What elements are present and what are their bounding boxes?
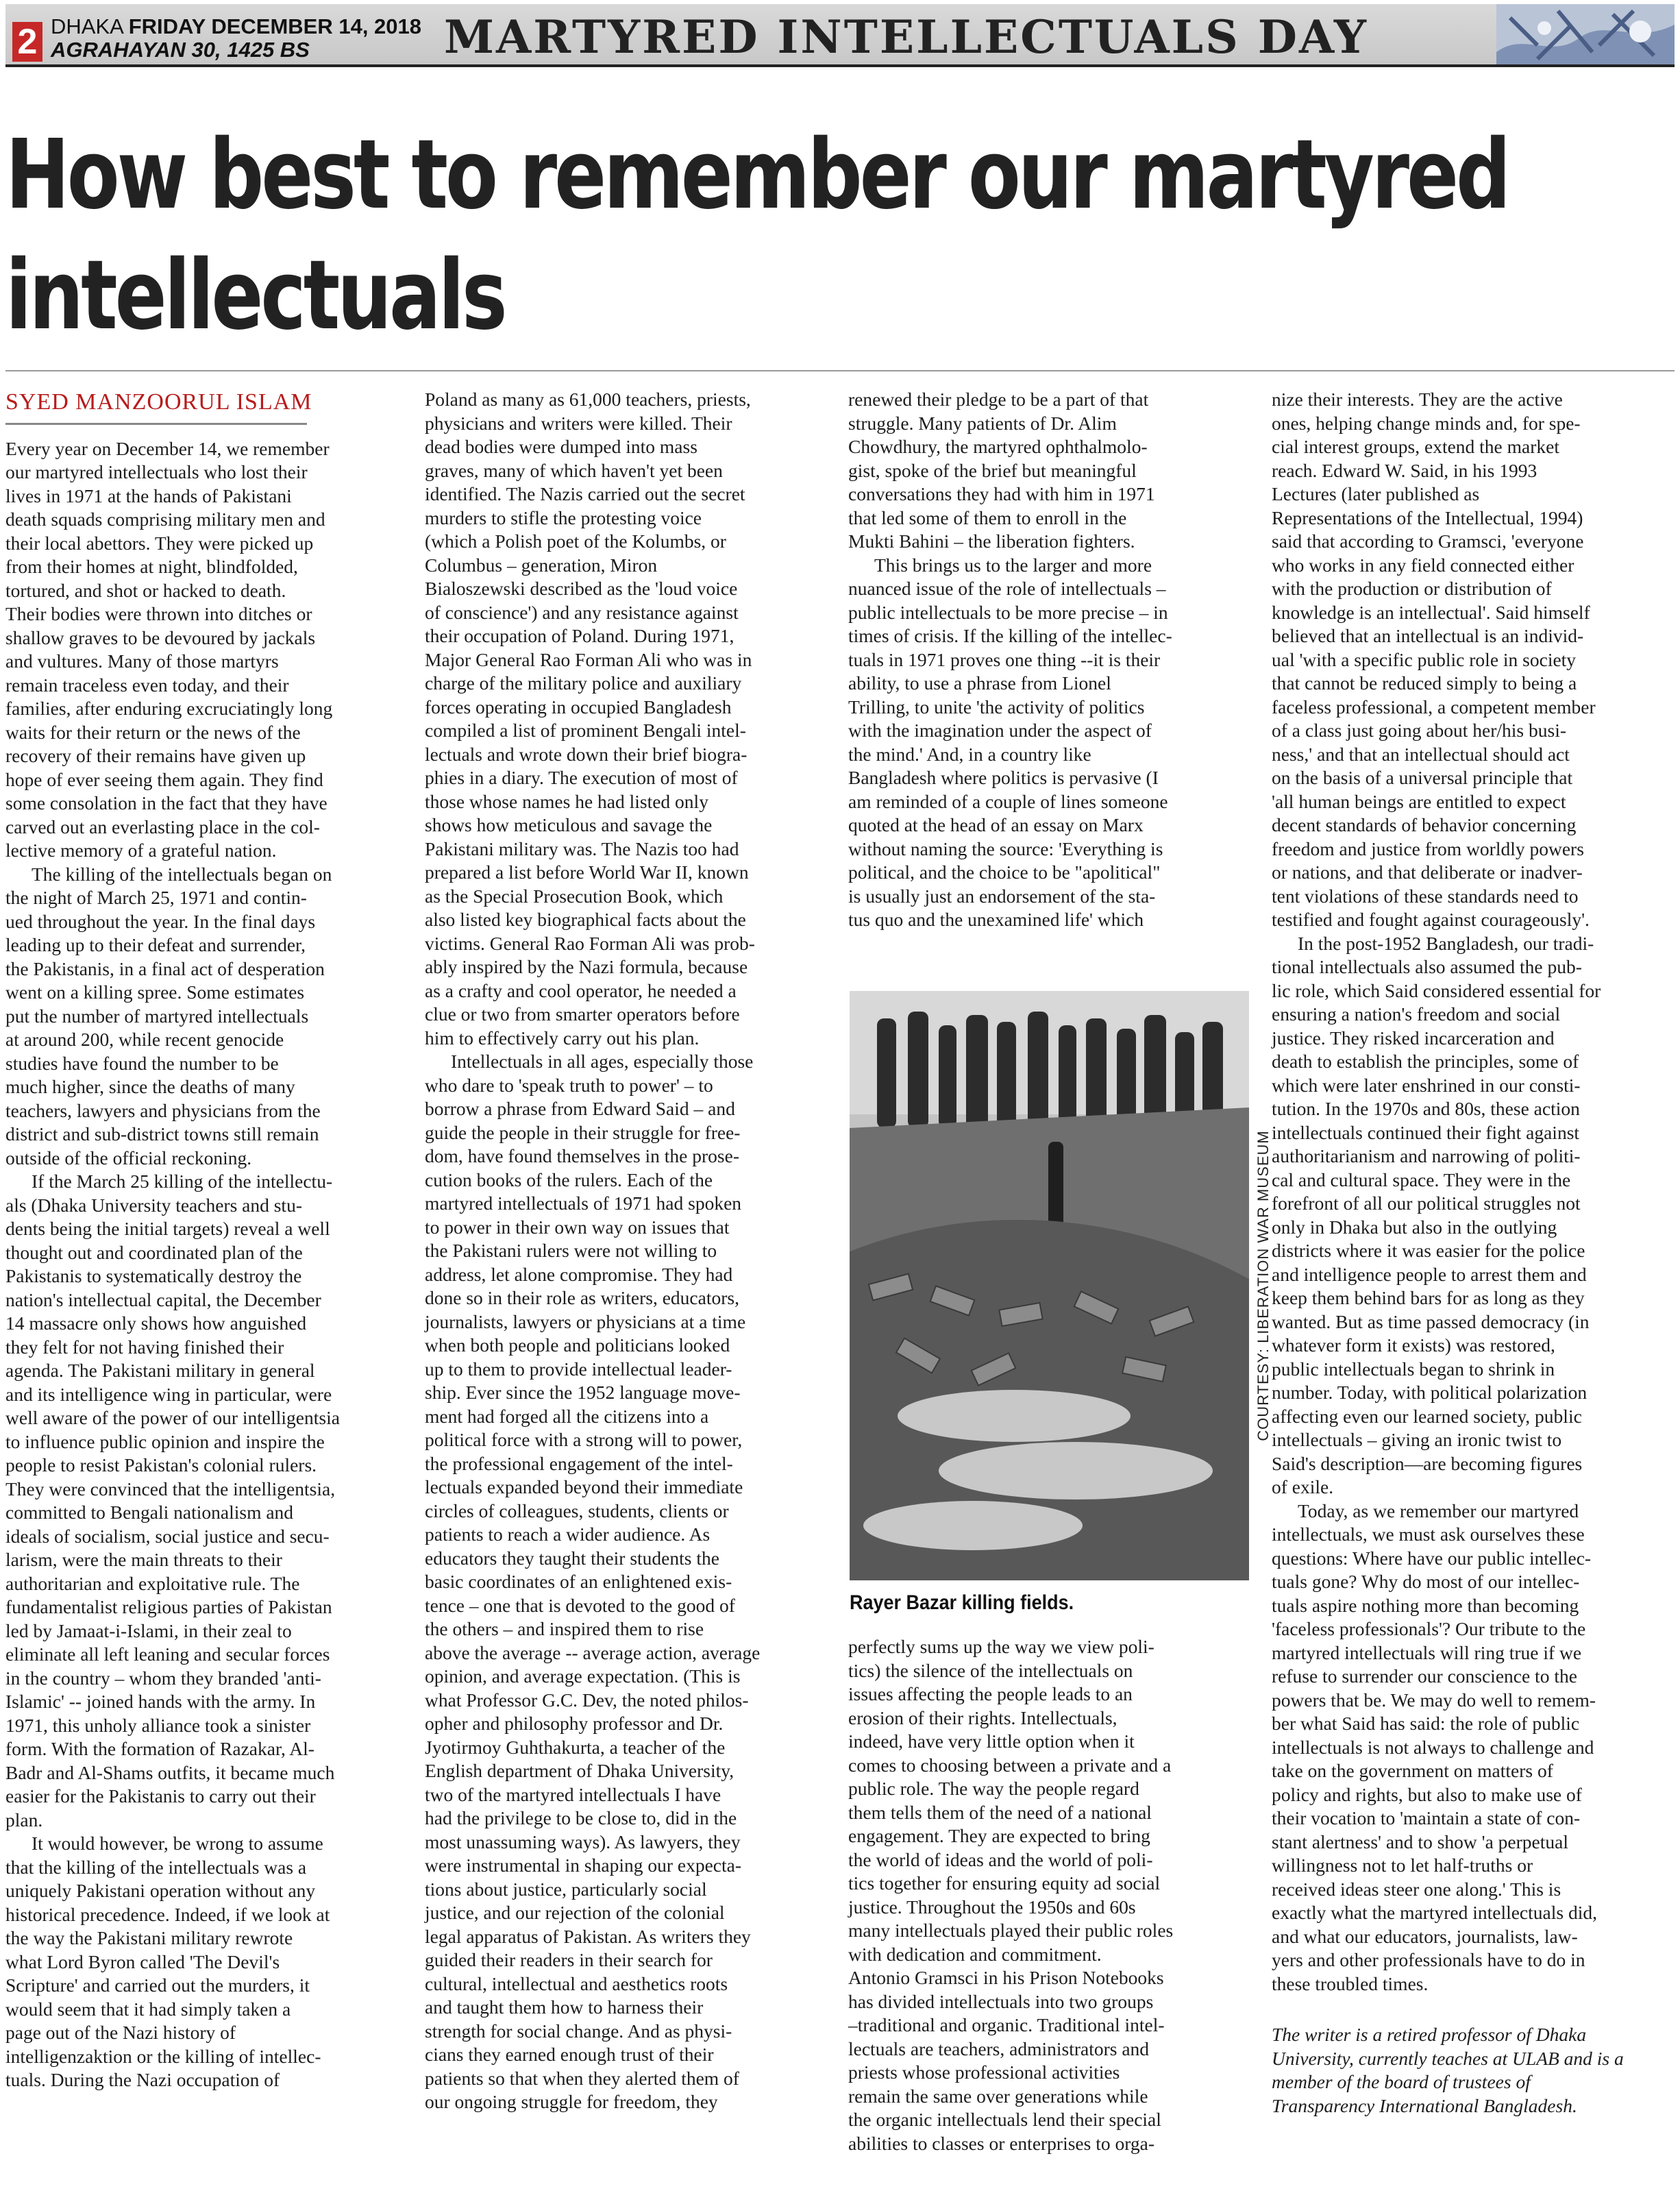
text-line: agenda. The Pakistani military in general bbox=[5, 1360, 315, 1381]
text-line: Their bodies were thrown into ditches or bbox=[5, 603, 312, 624]
article-column-1 bbox=[5, 391, 396, 2092]
text-line: remain traceless even today, and their bbox=[5, 674, 289, 696]
text-line: the world of ideas and the world of poli- bbox=[848, 1848, 1153, 1870]
column-body bbox=[1272, 388, 1676, 1996]
text-line: forces operating in occupied Bangladesh bbox=[425, 696, 732, 718]
text-line: plan. bbox=[5, 1809, 43, 1831]
text-line: at around 200, while recent genocide bbox=[5, 1029, 284, 1050]
bengali-date: AGRAHAYAN 30, 1425 BS bbox=[51, 38, 310, 62]
text-line: lectuals and wrote down their brief biogra- bbox=[425, 743, 748, 765]
paragraph bbox=[425, 1050, 822, 2114]
text-line: murders to stifle the protesting voice bbox=[425, 506, 702, 528]
text-line: It would however, be wrong to assume bbox=[32, 1833, 323, 1854]
text-line: above the average -- average action, average bbox=[425, 1641, 761, 1663]
text-line: that cannot be reduced simply to being a bbox=[1272, 672, 1577, 694]
text-line: legal apparatus of Pakistan. As writers they bbox=[425, 1925, 751, 1947]
text-line: from their homes at night, blindfolded, bbox=[5, 556, 298, 577]
paragraph bbox=[848, 388, 1249, 554]
text-line: gist, spoke of the brief but meaningful bbox=[848, 459, 1137, 481]
text-line: dents being the initial targets) reveal a well bbox=[5, 1218, 330, 1239]
text-line: cal and cultural space. They were in the bbox=[1272, 1168, 1571, 1190]
text-line: led by Jamaat-i-Islami, in their zeal to bbox=[5, 1619, 292, 1641]
text-line: tution. In the 1970s and 80s, these action bbox=[1272, 1098, 1580, 1119]
text-line: stant alertness' and to show 'a perpetual bbox=[1272, 1831, 1568, 1852]
text-line: many intellectuals played their public roles bbox=[848, 1920, 1174, 1941]
column-body bbox=[425, 388, 822, 2114]
text-line: Said's description—are becoming figures bbox=[1272, 1452, 1583, 1474]
text-line: victims. General Rao Forman Ali was prob- bbox=[425, 932, 755, 954]
text-line: reach. Edward W. Said, in his 1993 bbox=[1272, 459, 1537, 481]
paragraph bbox=[5, 437, 396, 863]
text-line: cians they earned enough trust of their bbox=[425, 2044, 714, 2065]
text-line: received ideas steer one along.' This is bbox=[1272, 1878, 1561, 1900]
text-line: intellectuals is not always to challenge and bbox=[1272, 1736, 1594, 1758]
text-line: and its intelligence wing in particular, were bbox=[5, 1383, 332, 1405]
text-line: If the March 25 killing of the intellectu- bbox=[32, 1171, 333, 1192]
text-line: –traditional and organic. Traditional intel- bbox=[848, 2014, 1165, 2035]
text-line: policy and rights, but also to make use of bbox=[1272, 1783, 1582, 1805]
text-line: engagement. They are expected to bring bbox=[848, 1825, 1150, 1846]
text-line: most unassuming ways). As lawyers, they bbox=[425, 1831, 741, 1852]
text-line: ship. Ever since the 1952 language move- bbox=[425, 1382, 741, 1403]
text-line: affecting even our learned society, public bbox=[1272, 1405, 1582, 1427]
text-line: easier for the Pakistanis to carry out their bbox=[5, 1785, 316, 1807]
text-line: yers and other professionals have to do in bbox=[1272, 1949, 1585, 1970]
text-line: tional intellectuals also assumed the pub- bbox=[1272, 956, 1582, 977]
text-line: justice. They risked incarceration and bbox=[1272, 1027, 1555, 1049]
text-line: lic role, which Said considered essential for bbox=[1272, 979, 1601, 1001]
dateline bbox=[51, 15, 421, 62]
text-line: Antonio Gramsci in his Prison Notebooks bbox=[848, 1967, 1164, 1988]
text-line: knowledge is an intellectual'. Said himself bbox=[1272, 601, 1590, 623]
text-line: intellectuals continued their fight against bbox=[1272, 1121, 1580, 1143]
text-line: of exile. bbox=[1272, 1476, 1334, 1497]
text-line: borrow a phrase from Edward Said – and bbox=[425, 1098, 735, 1119]
dateline-date: FRIDAY DECEMBER 14, 2018 bbox=[128, 14, 422, 38]
text-line: tus quo and the unexamined life' which bbox=[848, 909, 1144, 930]
text-line: committed to Bengali nationalism and bbox=[5, 1502, 294, 1523]
text-line: address, let alone compromise. They had bbox=[425, 1263, 733, 1285]
headline-line: intellectuals bbox=[5, 240, 505, 352]
text-line: thought out and coordinated plan of the bbox=[5, 1241, 303, 1263]
text-line: and what our educators, journalists, law- bbox=[1272, 1925, 1578, 1947]
text-line: some consolation in the fact that they have bbox=[5, 792, 328, 813]
text-line: with the production or distribution of bbox=[1272, 578, 1552, 599]
text-line: lective memory of a grateful nation. bbox=[5, 840, 277, 861]
text-line: als (Dhaka University teachers and stu- bbox=[5, 1194, 302, 1216]
text-line: struggle. Many patients of Dr. Alim bbox=[848, 412, 1117, 434]
text-line: ensuring a nation's freedom and social bbox=[1272, 1003, 1561, 1025]
text-line: to power in their own way on issues that bbox=[425, 1216, 730, 1238]
text-line: the professional engagement of the intel- bbox=[425, 1452, 733, 1474]
text-line: guide the people in their struggle for free- bbox=[425, 1121, 741, 1143]
text-line: Major General Rao Forman Ali who was in bbox=[425, 648, 752, 670]
text-line: martyred intellectuals of 1971 had spoken bbox=[425, 1192, 742, 1214]
text-line: went on a killing spree. Some estimates bbox=[5, 981, 305, 1003]
text-line: the others – and inspired them to rise bbox=[425, 1618, 704, 1639]
text-line: Islamic' -- joined hands with the army. In bbox=[5, 1691, 316, 1712]
text-line: number. Today, with political polarization bbox=[1272, 1382, 1588, 1403]
text-line: take on the government on matters of bbox=[1272, 1760, 1553, 1781]
text-line: indeed, have very little option when it bbox=[848, 1730, 1135, 1752]
text-line: shows how meticulous and savage the bbox=[425, 814, 713, 835]
text-line: recovery of their remains have given up bbox=[5, 745, 306, 766]
text-line: ued throughout the year. In the final days bbox=[5, 910, 316, 932]
text-line: their occupation of Poland. During 1971, bbox=[425, 625, 734, 646]
text-line: Columbus – generation, Miron bbox=[425, 554, 658, 576]
text-line: political force with a strong will to power, bbox=[425, 1429, 743, 1450]
text-line: dead bodies were dumped into mass bbox=[425, 436, 697, 457]
text-line: and intelligence people to arrest them and bbox=[1272, 1263, 1587, 1285]
text-line: studies have found the number to be bbox=[5, 1052, 279, 1074]
text-line: faceless professional, a competent member bbox=[1272, 696, 1596, 718]
paragraph bbox=[5, 1832, 396, 2092]
text-line: ones, helping change minds and, for spe- bbox=[1272, 412, 1581, 434]
text-line: In the post-1952 Bangladesh, our tradi- bbox=[1298, 932, 1594, 954]
section-title: MARTYRED INTELLECTUALS DAY bbox=[444, 10, 1368, 64]
text-line: these troubled times. bbox=[1272, 1972, 1429, 1994]
text-line: clue or two from smarter operators before bbox=[425, 1003, 740, 1025]
text-line: two of the martyred intellectuals I have bbox=[425, 1783, 721, 1805]
page-header bbox=[5, 4, 1675, 67]
text-line: up to them to provide intellectual leader- bbox=[425, 1358, 732, 1380]
text-line: exactly what the martyred intellectuals did, bbox=[1272, 1902, 1597, 1923]
text-line: district and sub-district towns still remain bbox=[5, 1123, 319, 1145]
text-line: Representations of the Intellectual, 1994) bbox=[1272, 506, 1583, 528]
text-line: only in Dhaka but also in the outlying bbox=[1272, 1216, 1557, 1238]
text-line: cultural, intellectual and aesthetics roots bbox=[425, 1972, 728, 1994]
text-line: 1971, this unholy alliance took a sinister bbox=[5, 1714, 311, 1736]
text-line: The killing of the intellectuals began on bbox=[32, 863, 332, 885]
text-line: families, after enduring excruciatingly long bbox=[5, 698, 333, 719]
text-line: ual 'with a specific public role in society bbox=[1272, 648, 1577, 670]
text-line: people to resist Pakistan's colonial rulers. bbox=[5, 1454, 317, 1476]
text-line: lectuals expanded beyond their immediate bbox=[425, 1476, 743, 1497]
text-line: waits for their return or the news of the bbox=[5, 721, 301, 743]
article-headline bbox=[5, 115, 1509, 356]
text-line: form. With the formation of Razakar, Al- bbox=[5, 1738, 314, 1759]
text-line: political, and the choice to be "apolitical" bbox=[848, 861, 1161, 883]
column-body bbox=[848, 388, 1249, 932]
text-line: priests whose professional activities bbox=[848, 2061, 1120, 2083]
text-line: patients so that when they alerted them of bbox=[425, 2067, 739, 2089]
text-line: authoritarian and exploitative rule. The bbox=[5, 1572, 300, 1594]
text-line: refuse to surrender our conscience to the bbox=[1272, 1665, 1577, 1687]
text-line: physicians and writers were killed. Their bbox=[425, 412, 732, 434]
text-line: leading up to their defeat and surrender, bbox=[5, 934, 306, 955]
article-column-2 bbox=[425, 388, 822, 2114]
text-line: ability, to use a phrase from Lionel bbox=[848, 672, 1111, 694]
text-line: tence – one that is devoted to the good of bbox=[425, 1594, 735, 1616]
paragraph bbox=[1272, 1500, 1676, 1996]
text-line: page out of the Nazi history of bbox=[5, 2022, 236, 2043]
text-line: those whose names he had listed only bbox=[425, 790, 708, 812]
text-line: comes to choosing between a private and a bbox=[848, 1754, 1172, 1776]
text-line: or nations, and that deliberate or inadver- bbox=[1272, 861, 1583, 883]
text-line: believed that an intellectual is an individ- bbox=[1272, 625, 1584, 646]
text-line: whatever form it exists) was restored, bbox=[1272, 1334, 1555, 1356]
text-line: 14 massacre only shows how anguished bbox=[5, 1312, 307, 1334]
text-line: The writer is a retired professor of Dhaka bbox=[1272, 2024, 1587, 2045]
text-line: tuals gone? Why do most of our intellec- bbox=[1272, 1571, 1580, 1592]
text-line: Lectures (later published as bbox=[1272, 483, 1480, 504]
text-line: intelligenzaktion or the killing of intellec- bbox=[5, 2045, 321, 2067]
text-line: powers that be. We may do well to remem- bbox=[1272, 1689, 1596, 1711]
text-line: phies in a diary. The execution of most of bbox=[425, 767, 738, 788]
text-line: Jyotirmoy Guhthakurta, a teacher of the bbox=[425, 1736, 726, 1758]
text-line: justice, and our rejection of the colonial bbox=[425, 1902, 725, 1923]
text-line: martyred intellectuals will ring true if we bbox=[1272, 1641, 1582, 1663]
text-line: our ongoing struggle for freedom, they bbox=[425, 2091, 718, 2112]
text-line: death squads comprising military men and bbox=[5, 509, 325, 530]
text-line: intellectuals, we must ask ourselves these bbox=[1272, 1523, 1585, 1545]
text-line: Pakistani military was. The Nazis too had bbox=[425, 837, 739, 859]
text-line: districts where it was easier for the police bbox=[1272, 1240, 1585, 1261]
article-column-4 bbox=[1272, 388, 1676, 2118]
text-line: the organic intellectuals lend their special bbox=[848, 2109, 1161, 2130]
text-line: him to effectively carry out his plan. bbox=[425, 1027, 700, 1049]
text-line: prepared a list before World War II, known bbox=[425, 861, 749, 883]
text-line: Intellectuals in all ages, especially those bbox=[451, 1051, 754, 1072]
text-line: which were later enshrined in our consti- bbox=[1272, 1074, 1581, 1096]
text-line: the Pakistani rulers were not willing to bbox=[425, 1240, 717, 1261]
article-photo bbox=[850, 991, 1249, 1580]
text-line: were instrumental in shaping our expecta- bbox=[425, 1855, 741, 1876]
text-line: keep them behind bars for as long as they bbox=[1272, 1287, 1585, 1308]
text-line: testified and fought against courageously'. bbox=[1272, 909, 1590, 930]
text-line: Trilling, to unite 'the activity of politics bbox=[848, 696, 1145, 718]
text-line: circles of colleagues, students, clients or bbox=[425, 1500, 729, 1521]
text-line: that the killing of the intellectuals was a bbox=[5, 1856, 307, 1878]
text-line: This brings us to the larger and more bbox=[874, 554, 1152, 576]
text-line: who dare to 'speak truth to power' – to bbox=[425, 1074, 713, 1096]
text-line: the way the Pakistani military rewrote bbox=[5, 1927, 293, 1948]
text-line: our martyred intellectuals who lost their bbox=[5, 461, 308, 482]
text-line: ment had forged all the citizens into a bbox=[425, 1405, 709, 1427]
text-line: member of the board of trustees of bbox=[1272, 2071, 1531, 2092]
article-column-3-continued bbox=[848, 1635, 1249, 2155]
text-line: issues affecting the people leads to an bbox=[848, 1683, 1133, 1704]
text-line: graves, many of which haven't yet been bbox=[425, 459, 723, 481]
text-line: as a crafty and cool operator, he needed a bbox=[425, 979, 737, 1001]
text-line: English department of Dhaka University, bbox=[425, 1760, 734, 1781]
text-line: without naming the source: 'Everything is bbox=[848, 837, 1163, 859]
text-line: ideals of socialism, social justice and secu- bbox=[5, 1525, 330, 1547]
text-line: charge of the military police and auxiliary bbox=[425, 672, 742, 694]
text-line: Poland as many as 61,000 teachers, priests, bbox=[425, 389, 751, 410]
text-line: ably inspired by the Nazi formula, because bbox=[425, 956, 748, 977]
text-line: death to establish the principles, some of bbox=[1272, 1051, 1579, 1072]
text-line: lectuals are teachers, administrators and bbox=[848, 2037, 1150, 2059]
text-line: done so in their role as writers, educators, bbox=[425, 1287, 739, 1308]
text-line: tent violations of these standards need to bbox=[1272, 885, 1579, 907]
text-line: to influence public opinion and inspire the bbox=[5, 1430, 325, 1452]
text-line: larism, were the main threats to their bbox=[5, 1549, 282, 1570]
text-line: journalists, lawyers or physicians at a time bbox=[425, 1310, 746, 1332]
text-line: tics) the silence of the intellectuals on bbox=[848, 1659, 1133, 1681]
text-line: fundamentalist religious parties of Pakistan bbox=[5, 1596, 332, 1617]
column-body bbox=[5, 437, 396, 2092]
text-line: outside of the official reckoning. bbox=[5, 1147, 252, 1168]
text-line: ber what Said has said: the role of public bbox=[1272, 1713, 1580, 1734]
text-line: patients to reach a wider audience. As bbox=[425, 1523, 711, 1545]
text-line: said that according to Gramsci, 'everyone bbox=[1272, 530, 1584, 552]
paragraph bbox=[848, 1635, 1249, 2155]
text-line: conversations they had with him in 1971 bbox=[848, 483, 1155, 504]
text-line: tions about justice, particularly social bbox=[425, 1878, 707, 1900]
text-line: the night of March 25, 1971 and contin- bbox=[5, 887, 307, 908]
text-line: Transparency International Bangladesh. bbox=[1272, 2094, 1577, 2116]
paragraph bbox=[1272, 932, 1676, 1500]
text-line: authoritarianism and narrowing of politi- bbox=[1272, 1145, 1581, 1166]
author-note bbox=[1272, 2023, 1676, 2118]
headline-divider bbox=[5, 370, 1675, 371]
text-line: compiled a list of prominent Bengali intel- bbox=[425, 720, 746, 741]
text-line: carved out an everlasting place in the col- bbox=[5, 816, 320, 837]
text-line: Mukti Bahini – the liberation fighters. bbox=[848, 530, 1135, 552]
text-line: eliminate all left leaning and secular forces bbox=[5, 1643, 330, 1665]
text-line: the Pakistanis, in a final act of desperation bbox=[5, 957, 325, 979]
text-line: with the imagination under the aspect of bbox=[848, 720, 1152, 741]
text-line: Bangladesh where politics is pervasive (I bbox=[848, 767, 1159, 788]
text-line: what Professor G.C. Dev, the noted philos- bbox=[425, 1689, 749, 1711]
photo-credit: COURTESY: LIBERATION WAR MUSEUM bbox=[1255, 1130, 1272, 1441]
text-line: their vocation to 'maintain a state of con- bbox=[1272, 1807, 1581, 1828]
text-line: tortured, and shot or hacked to death. bbox=[5, 579, 286, 601]
text-line: ness,' and that an intellectual should act bbox=[1272, 743, 1570, 765]
text-line: has divided intellectuals into two groups bbox=[848, 1990, 1154, 2012]
text-line: much higher, since the deaths of many bbox=[5, 1076, 295, 1097]
text-line: cution books of the rulers. Each of the bbox=[425, 1168, 713, 1190]
text-line: erosion of their rights. Intellectuals, bbox=[848, 1706, 1117, 1728]
article-column-3 bbox=[848, 388, 1249, 932]
text-line: nize their interests. They are the active bbox=[1272, 389, 1563, 410]
text-line: hope of ever seeing them again. They find bbox=[5, 768, 323, 790]
text-line: identified. The Nazis carried out the secret bbox=[425, 483, 745, 504]
text-line: of conscience') and any resistance against bbox=[425, 601, 739, 623]
text-line: tics together for ensuring equity ad social bbox=[848, 1872, 1161, 1894]
text-line: would seem that it had simply taken a bbox=[5, 1998, 291, 2020]
text-line: times of crisis. If the killing of the intellec- bbox=[848, 625, 1172, 646]
text-line: Scripture' and carried out the murders, it bbox=[5, 1974, 310, 1996]
text-line: who works in any field connected either bbox=[1272, 554, 1574, 576]
text-line: nation's intellectual capital, the December bbox=[5, 1288, 321, 1310]
text-line: justice. Throughout the 1950s and 60s bbox=[848, 1896, 1136, 1918]
text-line: is usually just an endorsement of the sta- bbox=[848, 885, 1156, 907]
text-line: and taught them how to harness their bbox=[425, 1996, 704, 2018]
text-line: am reminded of a couple of lines someone bbox=[848, 790, 1168, 812]
text-line: questions: Where have our public intellec- bbox=[1272, 1547, 1592, 1569]
text-line: intellectuals – giving an ironic twist to bbox=[1272, 1429, 1562, 1450]
text-line: of a class just going about her/his busi- bbox=[1272, 720, 1567, 741]
text-line: on the basis of a universal principle that bbox=[1272, 767, 1573, 788]
paragraph bbox=[5, 863, 396, 1171]
text-line: decent standards of behavior concerning bbox=[1272, 814, 1577, 835]
text-line: and vultures. Many of those martyrs bbox=[5, 650, 279, 672]
text-line: as the Special Prosecution Book, which bbox=[425, 885, 724, 907]
text-line: lives in 1971 at the hands of Pakistani bbox=[5, 485, 292, 506]
paragraph bbox=[5, 1170, 396, 1832]
text-line: tuals. During the Nazi occupation of bbox=[5, 2069, 280, 2090]
text-line: perfectly sums up the way we view poli- bbox=[848, 1636, 1154, 1657]
paragraph bbox=[425, 388, 822, 1050]
text-line: University, currently teaches at ULAB and is a bbox=[1272, 2047, 1624, 2069]
column-body bbox=[848, 1635, 1249, 2155]
text-line: public intellectuals began to shrink in bbox=[1272, 1358, 1555, 1380]
text-line: Badr and Al-Shams outfits, it became much bbox=[5, 1761, 335, 1783]
text-line: had the privilege to be close to, did in the bbox=[425, 1807, 737, 1828]
text-line: willingness not to let half-truths or bbox=[1272, 1855, 1533, 1876]
text-line: guided their readers in their search for bbox=[425, 1949, 713, 1970]
text-line: Pakistanis to systematically destroy the bbox=[5, 1265, 302, 1286]
text-line: educators they taught their students the bbox=[425, 1547, 719, 1569]
text-line: them tells them of the need of a national bbox=[848, 1801, 1152, 1823]
text-line: tuals in 1971 proves one thing --it is their bbox=[848, 648, 1161, 670]
text-line: 'faceless professionals'? Our tribute to the bbox=[1272, 1618, 1586, 1639]
text-line: forefront of all our political struggles not bbox=[1272, 1192, 1581, 1214]
text-line: they felt for not having finished their bbox=[5, 1336, 284, 1358]
dateline-city: DHAKA bbox=[51, 14, 123, 38]
text-line: 'all human beings are entitled to expect bbox=[1272, 790, 1566, 812]
text-line: renewed their pledge to be a part of that bbox=[848, 389, 1149, 410]
text-line: cial interest groups, extend the market bbox=[1272, 436, 1559, 457]
text-line: what Lord Byron called 'The Devil's bbox=[5, 1950, 280, 1972]
text-line: dom, have found themselves in the prose- bbox=[425, 1145, 739, 1166]
text-line: that led some of them to enroll in the bbox=[848, 506, 1127, 528]
text-line: They were convinced that the intelligentsia, bbox=[5, 1478, 336, 1500]
text-line: Today, as we remember our martyred bbox=[1298, 1500, 1579, 1521]
text-line: also listed key biographical facts about the bbox=[425, 909, 746, 930]
text-line: strength for social change. And as physi- bbox=[425, 2020, 732, 2042]
text-line: public intellectuals to be more precise – in bbox=[848, 601, 1168, 623]
text-line: opher and philosophy professor and Dr. bbox=[425, 1713, 724, 1734]
text-line: opinion, and average expectation. (This is bbox=[425, 1665, 741, 1687]
text-line: nuanced issue of the role of intellectuals – bbox=[848, 578, 1166, 599]
page-number: 2 bbox=[12, 22, 42, 62]
text-line: Every year on December 14, we remember bbox=[5, 437, 330, 459]
byline: SYED MANZOORUL ISLAM bbox=[5, 391, 307, 425]
text-line: Bialoszewski described as the 'loud voice bbox=[425, 578, 738, 599]
paragraph bbox=[848, 554, 1249, 932]
text-line: freedom and justice from worldly powers bbox=[1272, 837, 1584, 859]
text-line: wanted. But as time passed democracy (in bbox=[1272, 1310, 1590, 1332]
text-line: teachers, lawyers and physicians from the bbox=[5, 1099, 321, 1121]
text-line: tuals aspire nothing more than becoming bbox=[1272, 1594, 1579, 1616]
text-line: when both people and politicians looked bbox=[425, 1334, 730, 1356]
text-line: in the country – whom they branded 'anti- bbox=[5, 1667, 321, 1689]
text-line: quoted at the head of an essay on Marx bbox=[848, 814, 1144, 835]
header-illustration bbox=[1496, 4, 1675, 64]
text-line: public role. The way the people regard bbox=[848, 1778, 1139, 1799]
text-line: historical precedence. Indeed, if we look at bbox=[5, 1903, 330, 1925]
paragraph bbox=[1272, 388, 1676, 932]
text-line: shallow graves to be devoured by jackals bbox=[5, 626, 316, 648]
text-line: put the number of martyred intellectuals bbox=[5, 1005, 309, 1027]
text-line: remain the same over generations while bbox=[848, 2085, 1148, 2107]
text-line: their local abettors. They were picked up bbox=[5, 532, 314, 554]
text-line: well aware of the power of our intelligentsia bbox=[5, 1407, 340, 1428]
text-line: uniquely Pakistani operation without any bbox=[5, 1880, 316, 1901]
text-line: Chowdhury, the martyred ophthalmolo- bbox=[848, 436, 1148, 457]
text-line: abilities to classes or enterprises to orga- bbox=[848, 2132, 1155, 2154]
text-line: with dedication and commitment. bbox=[848, 1943, 1102, 1965]
headline-line: How best to remember our martyred bbox=[5, 119, 1509, 231]
text-line: (which a Polish poet of the Kolumbs, or bbox=[425, 530, 726, 552]
text-line: the mind.' And, in a country like bbox=[848, 743, 1091, 765]
text-line: basic coordinates of an enlightened exis- bbox=[425, 1571, 732, 1592]
photo-caption: Rayer Bazar killing fields. bbox=[850, 1591, 1074, 1614]
